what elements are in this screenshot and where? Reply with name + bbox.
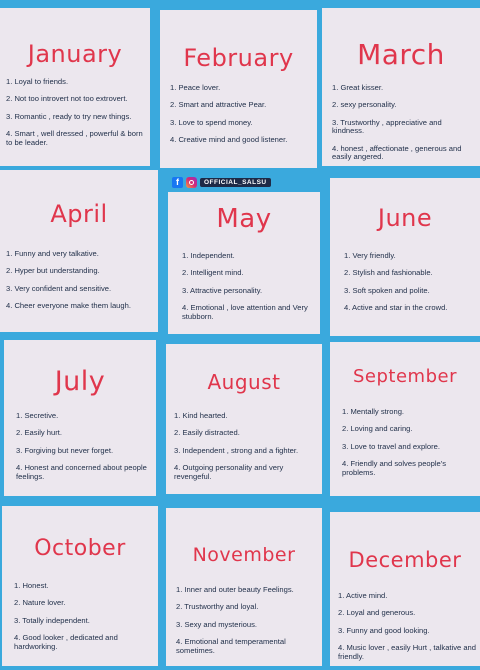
trait-item: 1. Inner and outer beauty Feelings. [176,585,294,594]
trait-list [338,592,478,670]
card-december [330,512,480,666]
card-september [330,342,480,496]
card-april [0,170,158,332]
trait-list [170,84,311,154]
trait-item: 4. Good looker , dedicated and hardworking. [14,633,118,651]
month-title: October [34,536,126,561]
trait-item: 3. Very confident and sensitive. [6,283,112,293]
month-title: June [377,204,433,232]
card-march [322,8,480,166]
trait-item: 1. Funny and very talkative. [6,249,99,258]
trait-item: 4. Active and star in the crowd. [344,303,448,313]
trait-item: 1. Peace lover. [170,83,221,92]
trait-item: 1. Kind hearted. [174,411,228,420]
trait-item: 4. Emotional , love attention and Very stubborn. [182,303,308,321]
trait-item: 3. Totally independent. [14,615,90,625]
card-may [168,192,320,334]
trait-list [6,250,152,320]
month-title: February [183,44,294,72]
trait-item: 1. Great kisser. [332,83,384,92]
trait-list [14,582,152,660]
trait-item: 1. Loyal to friends. [6,77,69,86]
trait-list [16,412,150,490]
month-title: January [27,40,123,68]
trait-item: 4. Outgoing personality and very revengeful. [174,463,284,481]
month-title: September [353,366,457,387]
trait-list [6,78,144,156]
trait-item: 4. Creative mind and good listener. [170,135,288,145]
month-title: April [50,200,108,228]
trait-item: 2. Stylish and fashionable. [344,268,433,278]
card-january [0,8,150,166]
trait-item: 3. Forgiving but never forget. [16,445,114,455]
month-title: March [357,38,445,71]
facebook-icon: f [172,177,183,188]
instagram-icon [186,177,197,188]
trait-list [176,586,316,664]
month-title: July [54,366,106,397]
card-october [2,506,158,666]
trait-item: 2. Loving and caring. [342,424,413,434]
card-august [166,344,322,494]
trait-item: 1. Active mind. [338,591,388,600]
trait-item: 4. Music lover , easily Hurt , talkative and friendly. [338,643,477,661]
trait-item: 1. Very friendly. [344,251,396,260]
trait-item: 4. Smart , well dressed , powerful & born to be leader. [6,129,143,147]
trait-item: 2. Trustworthy and loyal. [176,602,259,612]
trait-item: 4. Cheer everyone make them laugh. [6,301,131,311]
card-november [166,508,322,666]
trait-item: 1. Independent. [182,251,235,260]
trait-list [182,252,314,330]
trait-item: 3. Love to spend money. [170,117,253,127]
trait-item: 3. Soft spoken and polite. [344,285,430,295]
trait-item: 3. Funny and good looking. [338,625,430,635]
trait-list [344,252,474,322]
trait-list [332,84,474,170]
trait-item: 1. Honest. [14,581,49,590]
trait-item: 1. Mentally strong. [342,407,405,416]
social-badge [172,175,271,189]
card-february [160,10,317,168]
trait-item: 2. Easily hurt. [16,428,63,438]
social-handle: OFFICIAL_SALSU [200,178,271,187]
card-july [4,340,156,496]
trait-item: 2. sexy personality. [332,100,397,110]
trait-item: 3. Independent , strong and a fighter. [174,445,299,455]
trait-item: 4. honest , affectionate , generous and easily angered. [332,143,462,162]
trait-item: 2. Smart and attractive Pear. [170,100,267,110]
trait-item: 3. Attractive personality. [182,285,263,295]
month-title: November [192,544,296,566]
trait-item: 2. Nature lover. [14,598,66,608]
card-june [330,178,480,336]
trait-list [174,412,316,490]
month-title: December [348,548,462,572]
trait-item: 4. Friendly and solves people's problems. [342,459,447,477]
trait-list [342,408,474,486]
trait-item: 2. Hyper but understanding. [6,266,100,276]
trait-item: 4. Honest and concerned about people feelings. [16,463,147,481]
month-title: May [216,204,272,234]
trait-item: 3. Romantic , ready to try new things. [6,111,132,121]
month-title: August [207,370,281,394]
trait-item: 2. Loyal and generous. [338,608,416,618]
trait-item: 2. Intelligent mind. [182,268,244,278]
trait-item: 3. Love to travel and explore. [342,441,440,451]
trait-item: 3. Trustworthy , appreciative and kindness. [332,117,442,136]
trait-item: 2. Easily distracted. [174,428,240,438]
trait-item: 4. Emotional and temperamental sometimes. [176,637,286,655]
trait-item: 1. Secretive. [16,411,59,420]
trait-item: 2. Not too introvert not too extrovert. [6,94,128,104]
trait-item: 3. Sexy and mysterious. [176,619,258,629]
